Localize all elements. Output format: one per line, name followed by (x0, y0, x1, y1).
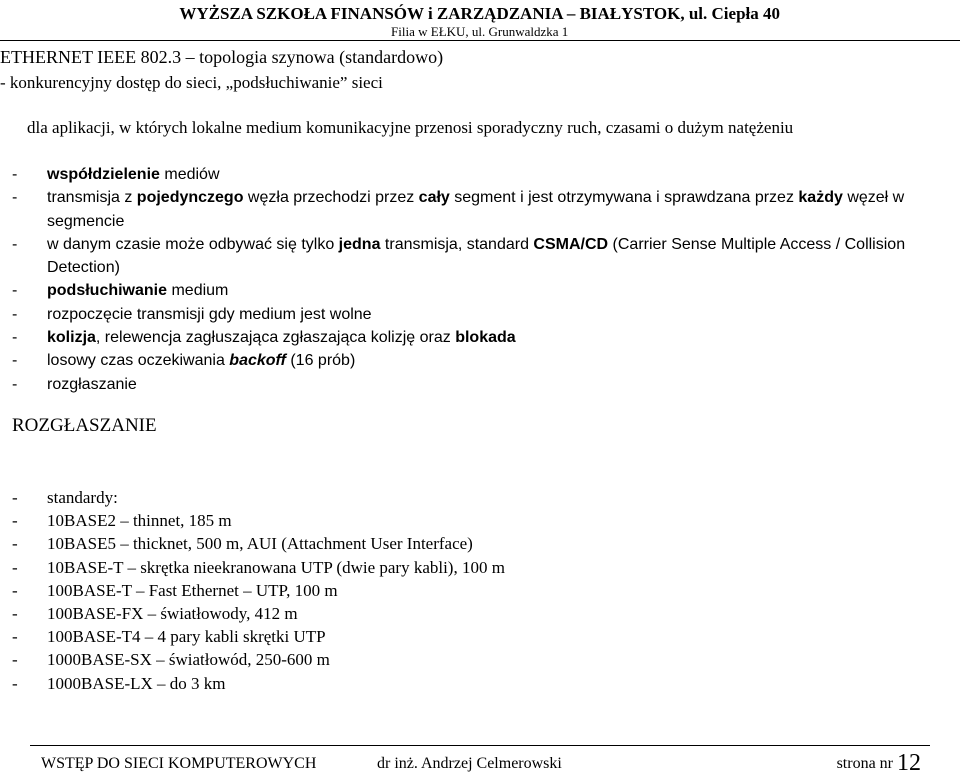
page-header (179, 4, 780, 39)
standard-item (12, 579, 912, 602)
feature-item (12, 163, 947, 186)
standard-text: 10BASE-T – skrętka nieekranowana UTP (dwie pary kabli), 100 m (47, 557, 505, 577)
page-title: ETHERNET IEEE 802.3 – topologia szynowa (standardowo) (0, 47, 444, 67)
standard-text: 10BASE2 – thinnet, 185 m (47, 511, 232, 531)
institution-name: WYŻSZA SZKOŁA FINANSÓW i ZARZĄDZANIA – BIAŁYSTOK, ul. Ciepła 40 (179, 4, 780, 23)
feature-item (12, 326, 947, 349)
feature-item (12, 373, 947, 396)
bullet-dash: - (12, 627, 18, 647)
standard-text: 1000BASE-SX – światłowód, 250-600 m (47, 650, 330, 670)
standard-item (12, 532, 912, 555)
footer-page-label: strona nr (836, 755, 893, 772)
feature-text: segment i jest otrzymywana i sprawdzana przez (449, 189, 799, 207)
standard-item (12, 509, 912, 532)
bullet-dash: - (12, 488, 18, 507)
footer-page-number: 12 (897, 750, 921, 776)
footer-course: WSTĘP DO SIECI KOMPUTEROWYCH (41, 755, 317, 772)
standard-item (12, 602, 912, 625)
feature-text: blokada (455, 329, 516, 347)
feature-text: w danym czasie może odbywać się tylko (47, 235, 339, 253)
bullet-dash: - (12, 534, 18, 554)
feature-text: rozpoczęcie transmisji gdy medium jest wolne (47, 305, 372, 323)
feature-text: podsłuchiwanie (47, 282, 168, 300)
feature-text: współdzielenie (47, 166, 160, 183)
feature-item (12, 279, 947, 302)
intro-paragraph: dla aplikacji, w których lokalne medium komunikacyjne przenosi sporadyczny ruch, czasami o dużym natężeniu (27, 118, 794, 137)
bullet-dash: - (12, 235, 18, 253)
standards-list (12, 486, 912, 695)
footer-author: dr inż. Andrzej Celmerowski (377, 755, 562, 772)
feature-item (12, 186, 947, 233)
standard-text: 10BASE5 – thicknet, 500 m, AUI (Attachment User Interface) (47, 534, 473, 554)
feature-text: węzeł w segmencie (47, 189, 905, 230)
standard-item (12, 556, 912, 579)
features-list (12, 163, 947, 396)
standard-text: 100BASE-FX – światłowody, 412 m (47, 604, 298, 624)
feature-text: każdy (798, 189, 843, 207)
page-subtitle: - konkurencyjny dostęp do sieci, „podsłuchiwanie” sieci (0, 73, 383, 92)
feature-text: (16 prób) (285, 352, 356, 370)
standard-item (12, 486, 912, 509)
bullet-dash: - (12, 511, 18, 531)
feature-text: transmisja, standard (380, 235, 534, 253)
standard-text: standardy: (47, 488, 118, 507)
bullet-dash: - (12, 305, 18, 323)
standard-text: 1000BASE-LX – do 3 km (47, 673, 226, 693)
feature-text: (Carrier Sense Multiple Access / Collision Detection) (47, 235, 906, 277)
bullet-dash: - (12, 282, 18, 300)
bullet-dash: - (12, 329, 18, 347)
standard-item (12, 648, 912, 671)
bullet-dash: - (12, 650, 18, 670)
feature-text: rozgłaszanie (47, 375, 137, 393)
standard-text: 100BASE-T4 – 4 pary kabli skrętki UTP (47, 627, 326, 647)
feature-text: , relewencja zagłuszająca zgłaszająca kolizję oraz (95, 329, 456, 347)
branch-address: Filia w EŁKU, ul. Grunwaldzka 1 (391, 24, 569, 39)
feature-text: transmisja z (47, 189, 137, 207)
feature-item (12, 349, 947, 372)
standard-item (12, 672, 912, 695)
feature-text: medium (167, 282, 229, 300)
bullet-dash: - (12, 557, 18, 577)
standard-item (12, 625, 912, 648)
header-divider (0, 40, 960, 41)
feature-text: węzła przechodzi przez (243, 189, 419, 207)
bullet-dash: - (12, 166, 18, 183)
feature-text: mediów (159, 166, 220, 183)
bullet-dash: - (12, 375, 18, 393)
bullet-dash: - (12, 189, 18, 207)
bullet-dash: - (12, 580, 18, 600)
feature-item (12, 303, 947, 326)
bullet-dash: - (12, 352, 18, 370)
feature-text: cały (418, 189, 450, 207)
feature-text: backoff (229, 352, 286, 370)
feature-text: pojedynczego (136, 189, 244, 207)
bullet-dash: - (12, 604, 18, 624)
feature-text: losowy czas oczekiwania (47, 352, 230, 370)
feature-item (12, 233, 947, 280)
section-title: ROZGŁASZANIE (12, 415, 157, 436)
footer-divider (30, 745, 930, 746)
feature-text: kolizja (47, 329, 96, 347)
page-footer (41, 748, 921, 778)
footer-page (837, 748, 921, 779)
bullet-dash: - (12, 673, 18, 693)
standard-text: 100BASE-T – Fast Ethernet – UTP, 100 m (47, 580, 338, 600)
feature-text: CSMA/CD (533, 235, 609, 253)
feature-text: jedna (338, 235, 381, 253)
